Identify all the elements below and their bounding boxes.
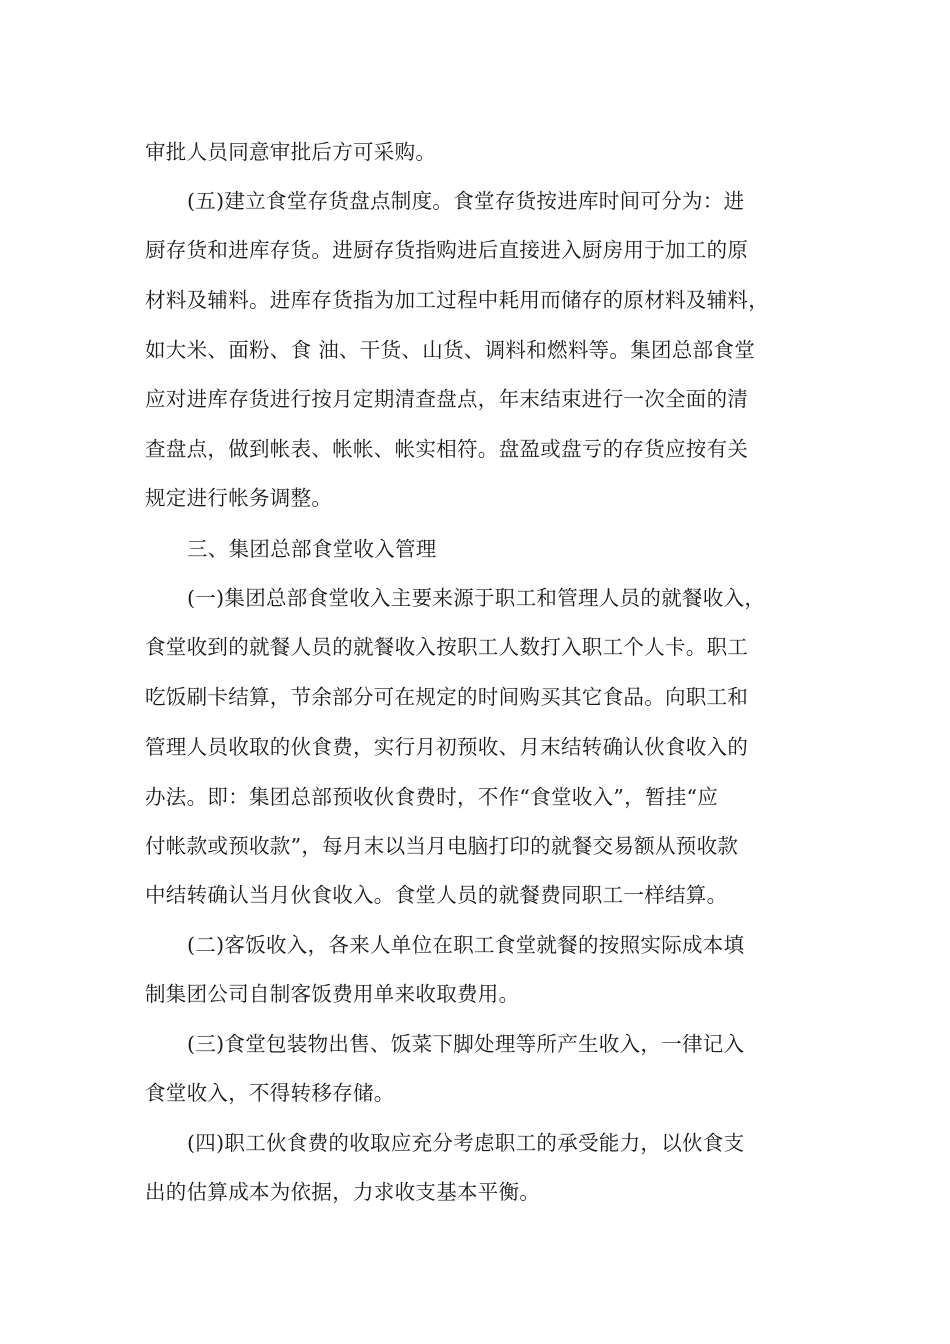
paragraph-one-start: (一)集团总部食堂收入主要来源于职工和管理人员的就餐收入， bbox=[187, 586, 766, 610]
text-line: 应对进库存货进行按月定期清查盘点，年末结束进行一次全面的清 bbox=[145, 387, 749, 411]
text-line: 食堂收入，不得转移存储。 bbox=[145, 1081, 395, 1105]
text-line: 管理人员收取的伙食费，实行月初预收、月末结转确认伙食收入的 bbox=[145, 735, 749, 759]
text-line: 规定进行帐务调整。 bbox=[145, 486, 333, 510]
section-heading: 三、集团总部食堂收入管理 bbox=[187, 537, 437, 561]
text-line: 食堂收到的就餐人员的就餐收入按职工人数打入职工个人卡。职工 bbox=[145, 635, 749, 659]
paragraph-three-start: (三)食堂包装物出售、饭菜下脚处理等所产生收入，一律记入 bbox=[187, 1032, 745, 1056]
text-line: 制集团公司自制客饭费用单来收取费用。 bbox=[145, 982, 520, 1006]
text-line: 吃饭刷卡结算，节余部分可在规定的时间购买其它食品。向职工和 bbox=[145, 685, 749, 709]
paragraph-five-start: (五)建立食堂存货盘点制度。食堂存货按进库时间可分为：进 bbox=[187, 189, 745, 213]
text-line: 厨存货和进库存货。进厨存货指购进后直接进入厨房用于加工的原 bbox=[145, 238, 749, 262]
text-line: 审批人员同意审批后方可采购。 bbox=[145, 140, 437, 164]
paragraph-two-start: (二)客饭收入，各来人单位在职工食堂就餐的按照实际成本填 bbox=[187, 933, 745, 957]
text-line: 中结转确认当月伙食收入。食堂人员的就餐费同职工一样结算。 bbox=[145, 883, 728, 907]
text-line: 材料及辅料。进库存货指为加工过程中耗用而储存的原材料及辅料， bbox=[145, 288, 769, 312]
text-line: 查盘点，做到帐表、帐帐、帐实相符。盘盈或盘亏的存货应按有关 bbox=[145, 437, 749, 461]
text-line: 出的估算成本为依据，力求收支基本平衡。 bbox=[145, 1180, 541, 1204]
text-line: 如大米、面粉、食 油、干货、山货、调料和燃料等。集团总部食堂 bbox=[145, 338, 756, 362]
text-line: 办法。即：集团总部预收伙食费时，不作“食堂收入”，暂挂“应 bbox=[145, 785, 719, 809]
paragraph-four-start: (四)职工伙食费的收取应充分考虑职工的承受能力，以伙食支 bbox=[187, 1131, 745, 1155]
text-line: 付帐款或预收款”，每月末以当月电脑打印的就餐交易额从预收款 bbox=[145, 834, 739, 858]
